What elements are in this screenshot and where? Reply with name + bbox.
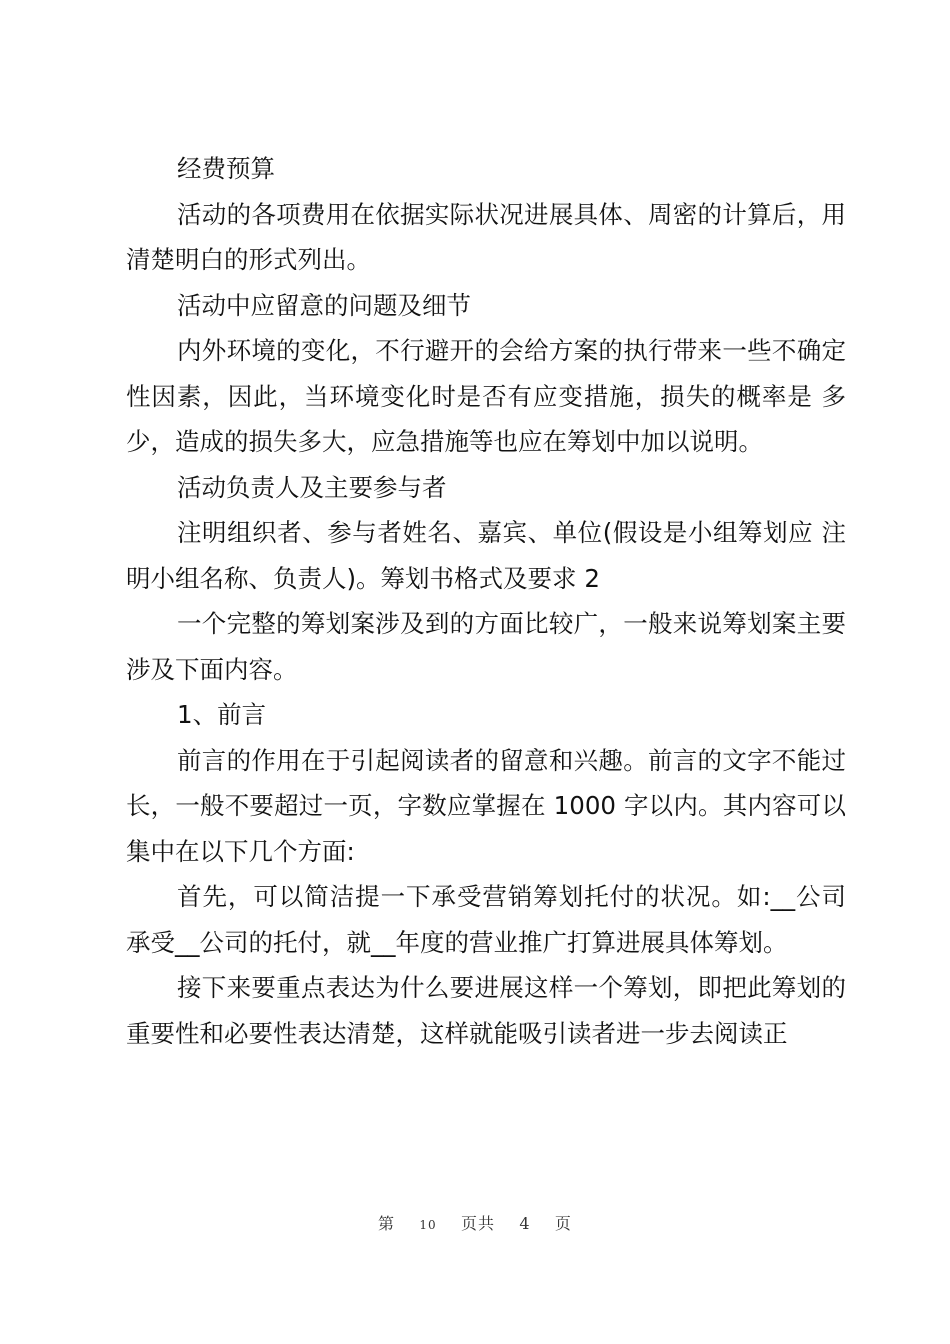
paragraph-budget-text: 活动的各项费用在依据实际状况进展具体、周密的计算后，用清楚明白的形式列出。 [126,199,846,274]
page-footer [0,1211,950,1234]
footer-prefix: 第 [378,1214,396,1233]
document-body [126,146,846,1056]
heading-budget: 经费预算 [177,154,275,183]
footer-current-page: 10 [419,1218,437,1232]
heading-preface: 1、前言 [177,700,267,729]
footer-suffix: 页 [554,1214,572,1233]
paragraph-importance: 接下来要重点表达为什么要进展这样一个筹划，即把此筹划的重要性和必要性表达清楚，这样就能吸引读者进一步去阅读正 [126,973,846,1048]
footer-middle: 页共 [461,1214,496,1233]
paragraph-environment-changes: 内外环境的变化，不行避开的会给方案的执行带来一些不确定性因素，因此，当环境变化时是否有应变措施，损失的概率是 多少，造成的损失多大，应急措施等也应在筹划中加以说明。 [126,336,846,456]
heading-issues-details: 活动中应留意的问题及细节 [177,290,471,320]
heading-responsible-persons: 活动负责人及主要参与者 [177,472,447,502]
footer-total-pages: 4 [519,1214,531,1233]
paragraph-plan-scope: 一个完整的筹划案涉及到的方面比较广，一般来说筹划案主要涉及下面内容。 [126,609,846,684]
paragraph-commission: 首先，可以简洁提一下承受营销筹划托付的状况。如:__公司承受__公司的托付，就__年度的营业推广打算进展具体筹划。 [126,882,846,957]
paragraph-organizers: 注明组织者、参与者姓名、嘉宾、单位(假设是小组筹划应 注明小组名称、负责人)。筹划书格式及要求 2 [126,518,846,593]
paragraph-preface-purpose: 前言的作用在于引起阅读者的留意和兴趣。前言的文字不能过长，一般不要超过一页，字数应掌握在 1000 字以内。其内容可以集中在以下几个方面: [126,745,846,866]
